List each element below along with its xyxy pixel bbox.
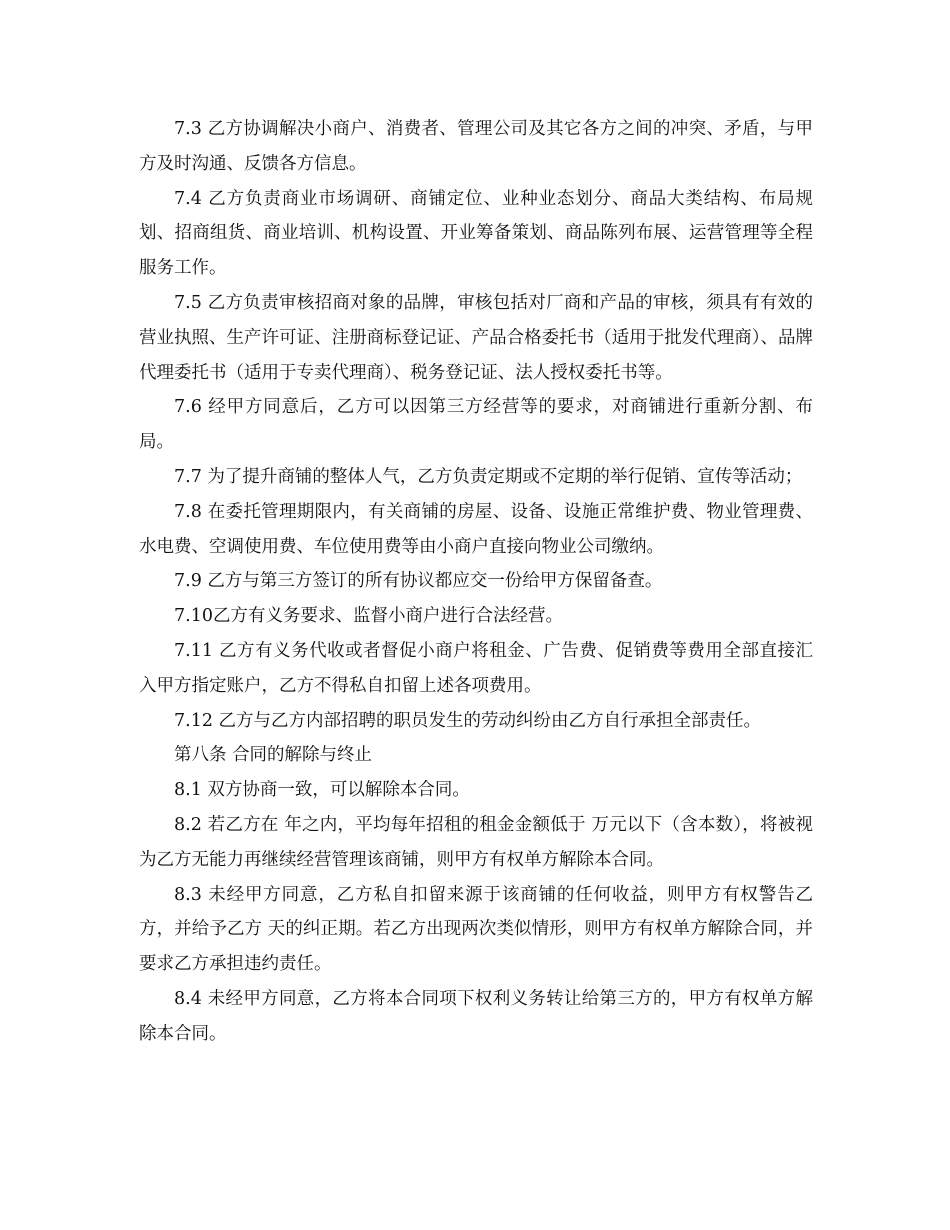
clause-7-9: 7.9 乙方与第三方签订的所有协议都应交一份给甲方保留备查。	[174, 571, 663, 592]
clause-7-6: 7.6 经甲方同意后，乙方可以因第三方经营等的要求，对商铺进行重新分割、布局。	[139, 397, 813, 453]
clause-8-4: 8.4 未经甲方同意，乙方将本合同项下权利义务转让给第三方的，甲方有权单方解除本合同。	[139, 988, 813, 1044]
clause-7-5: 7.5 乙方负责审核招商对象的品牌，审核包括对厂商和产品的审核，须具有有效的营业执照、生产许可证、注册商标登记证、产品合格委托书（适用于批发代理商）、品牌代理委托书（适用于专卖代理商）、税务登记证、法人授权委托书等。	[139, 292, 813, 383]
clause-8-2: 8.2 若乙方在 年之内，平均每年招租的租金金额低于 万元以下（含本数），将被视为乙方无能力再继续经营管理该商铺，则甲方有权单方解除本合同。	[139, 814, 813, 870]
clause-7-10: 7.10乙方有义务要求、监督小商户进行合法经营。	[174, 606, 563, 627]
clause-7-7: 7.7 为了提升商铺的整体人气，乙方负责定期或不定期的举行促销、宣传等活动；	[174, 466, 803, 487]
section-heading-article-8: 第八条 合同的解除与终止	[174, 745, 373, 766]
clause-8-3: 8.3 未经甲方同意，乙方私自扣留来源于该商铺的任何收益，则甲方有权警告乙方，并给予乙方 天的纠正期。若乙方出现两次类似情形，则甲方有权单方解除合同，并要求乙方承担违约责任。	[139, 884, 813, 975]
clause-7-8: 7.8 在委托管理期限内，有关商铺的房屋、设备、设施正常维护费、物业管理费、水电费、空调使用费、车位使用费等由小商户直接向物业公司缴纳。	[139, 501, 813, 557]
clause-7-12: 7.12 乙方与乙方内部招聘的职员发生的劳动纠纷由乙方自行承担全部责任。	[174, 710, 762, 731]
clause-7-4: 7.4 乙方负责商业市场调研、商铺定位、业种业态划分、商品大类结构、布局规划、招商组货、商业培训、机构设置、开业筹备策划、商品陈列布展、运营管理等全程服务工作。	[139, 188, 813, 279]
clause-8-1: 8.1 双方协商一致，可以解除本合同。	[174, 780, 470, 801]
document-body	[139, 112, 813, 1052]
clause-7-3: 7.3 乙方协调解决小商户、消费者、管理公司及其它各方之间的冲突、矛盾，与甲方及时沟通、反馈各方信息。	[139, 119, 813, 174]
clause-7-11: 7.11 乙方有义务代收或者督促小商户将租金、广告费、促销费等费用全部直接汇入甲方指定账户，乙方不得私自扣留上述各项费用。	[139, 640, 813, 696]
